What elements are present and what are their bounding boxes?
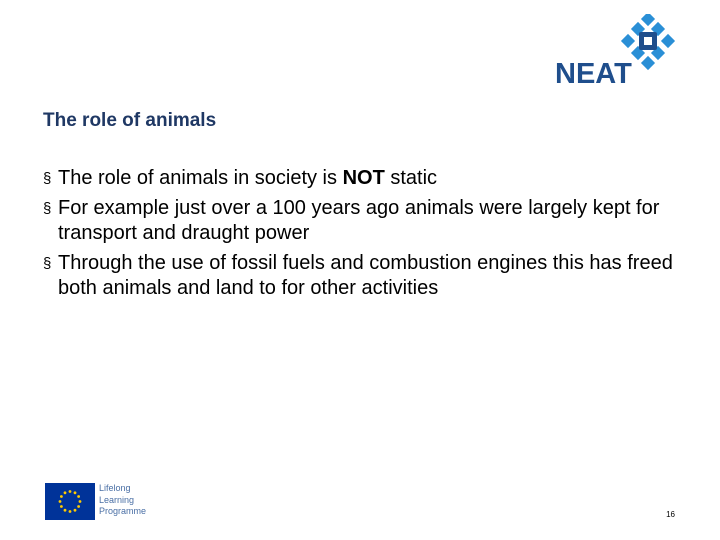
page-number: 16 (666, 510, 675, 519)
lifelong-learning-programme-logo (45, 483, 215, 523)
neat-logo (555, 14, 680, 90)
bullet-bold-text: NOT (342, 167, 385, 189)
llp-line: Programme (99, 506, 147, 516)
neat-logo-text: NEAT (555, 58, 632, 90)
bullet-list (43, 166, 693, 301)
bullet-item (43, 196, 693, 246)
bullet-marker: § (43, 200, 52, 217)
neat-logo-mark-icon (619, 14, 679, 78)
llp-line: Lifelong (99, 483, 131, 493)
bullet-item (43, 251, 693, 301)
slide-title: The role of animals (43, 110, 217, 131)
eu-flag-icon (45, 483, 95, 520)
bullet-item (43, 166, 693, 191)
llp-line: Learning (99, 494, 135, 505)
bullet-text: For example just over a 100 years ago animals were largely kept for transport and draught power (58, 197, 660, 244)
bullet-text: Through the use of fossil fuels and combustion engines this has freed both animals and land to for other activities (58, 252, 673, 299)
bullet-marker: § (43, 255, 52, 272)
bullet-text-end: static (384, 167, 438, 189)
bullet-text: The role of animals in society is (58, 167, 343, 189)
llp-text (99, 483, 146, 518)
bullet-marker: § (43, 170, 52, 187)
